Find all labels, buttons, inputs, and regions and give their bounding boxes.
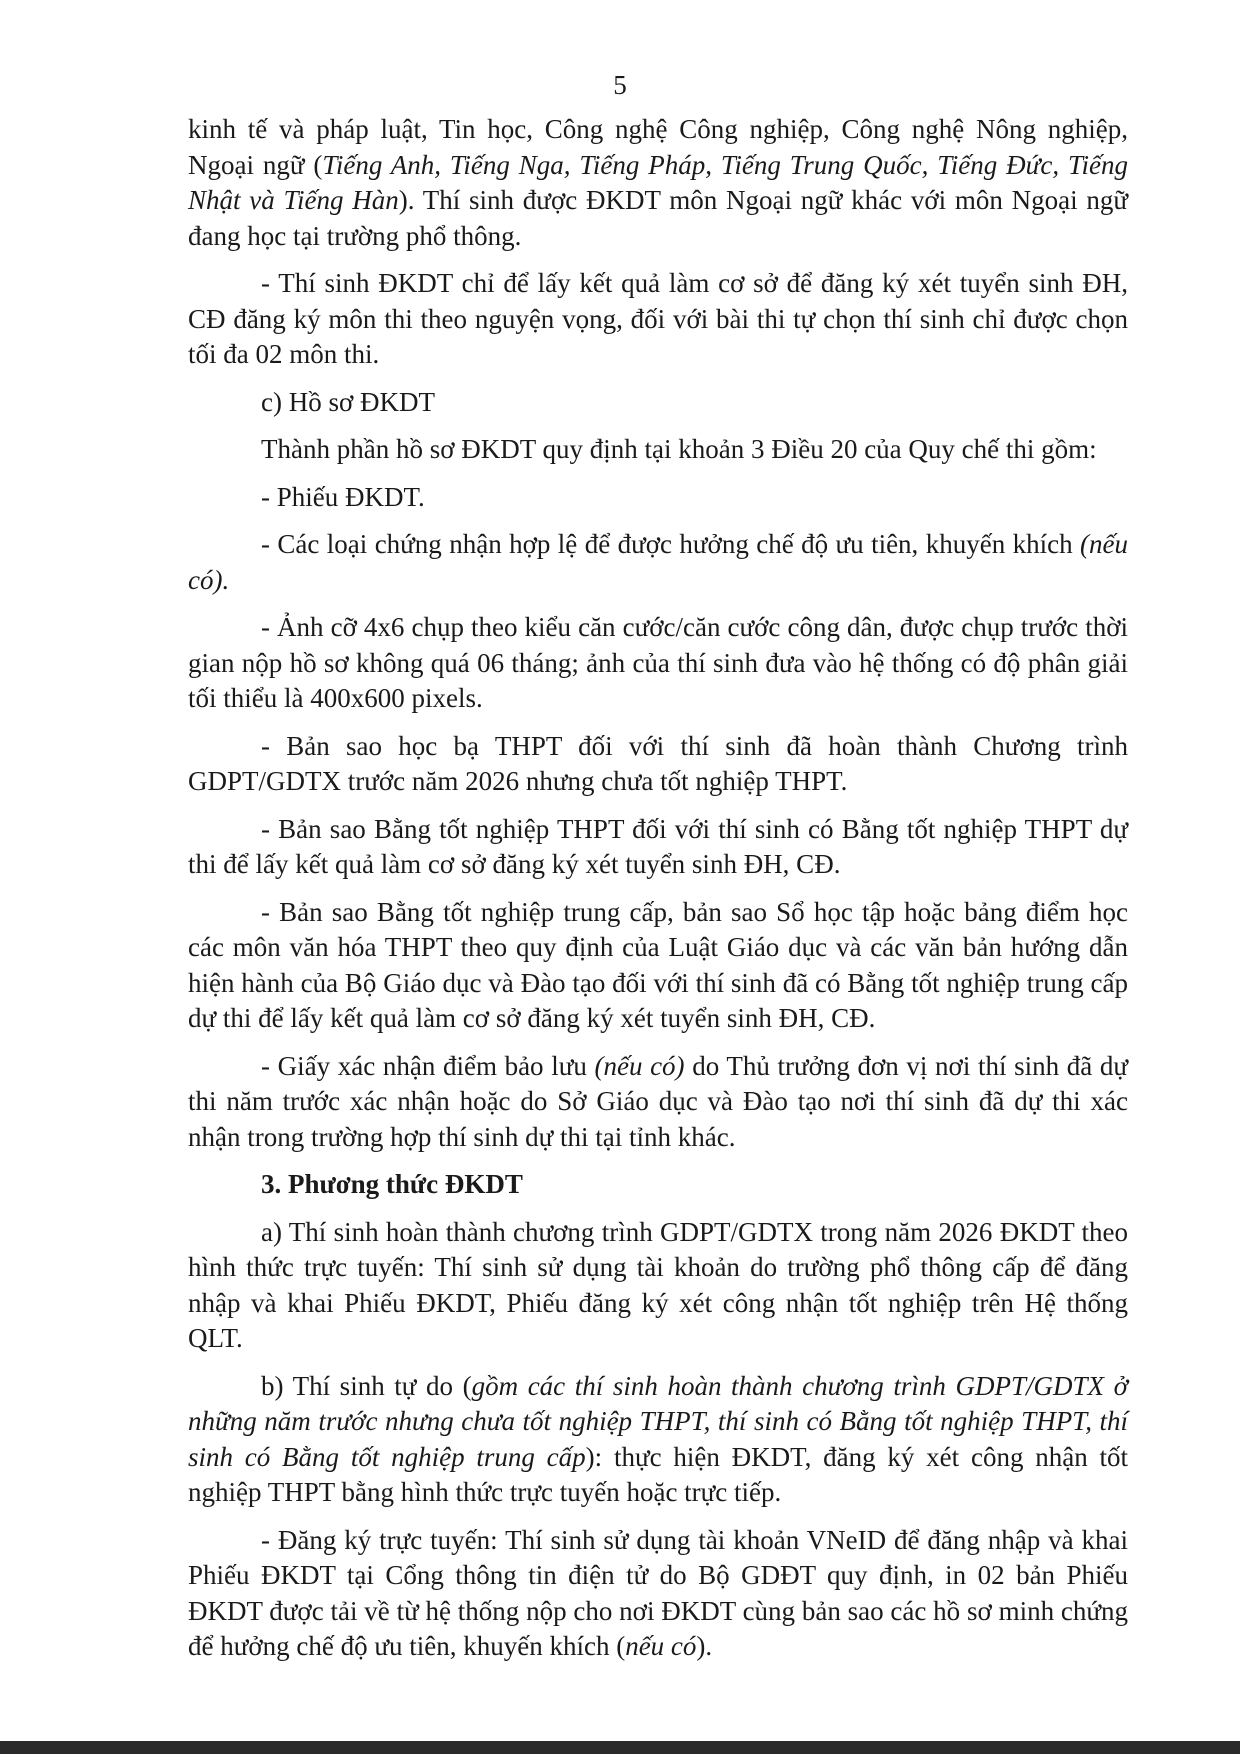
section-heading-3: 3. Phương thức ĐKDT bbox=[261, 1169, 523, 1199]
list-item-certificates: - Các loại chứng nhận hợp lệ để được hưởng chế độ ưu tiên, khuyến khích (nếu có). bbox=[188, 529, 1128, 595]
list-item-thpt-diploma: - Bản sao Bằng tốt nghiệp THPT đối với thí sinh có Bằng tốt nghiệp THPT dự thi để lấy kết quả làm cơ sở đăng ký xét tuyển sinh ĐH, CĐ. bbox=[188, 813, 1128, 879]
paragraph-method-a: a) Thí sinh hoàn thành chương trình GDPT/GDTX trong năm 2026 ĐKDT theo hình thức trực tuyến: Thí sinh sử dụng tài khoản do trường phổ thông cấp để đăng nhập và khai Phiếu ĐKDT, Phiếu đăng ký xét công nhận tốt nghiệp trên Hệ thống QLT. bbox=[188, 1216, 1128, 1353]
paragraph-subject-limit: - Thí sinh ĐKDT chỉ để lấy kết quả làm cơ sở để đăng ký xét tuyển sinh ĐH, CĐ đăng ký môn thi theo nguyện vọng, đối với bài thi tự chọn thí sinh chỉ được chọn tối đa 02 môn thi. bbox=[188, 268, 1128, 369]
list-item-intermediate-diploma: - Bản sao Bằng tốt nghiệp trung cấp, bản sao Sổ học tập hoặc bảng điểm học các môn văn hóa THPT theo quy định của Luật Giáo dục và các văn bản hướng dẫn hiện hành của Bộ Giáo dục và Đào tạo đối với thí sinh đã có Bằng tốt nghiệp trung cấp dự thi để lấy kết quả làm cơ sở đăng ký xét tuyển sinh ĐH, CĐ. bbox=[188, 896, 1128, 1033]
list-item-score-reservation: - Giấy xác nhận điểm bảo lưu (nếu có) do Thủ trưởng đơn vị nơi thí sinh đã dự thi năm trước xác nhận hoặc do Sở Giáo dục và Đào tạo nơi thí sinh đã dự thi xác nhận trong trường hợp thí sinh dự thi tại tỉnh khác. bbox=[188, 1050, 1128, 1152]
paragraph-online-registration: - Đăng ký trực tuyến: Thí sinh sử dụng tài khoản VNeID để đăng nhập và khai Phiếu ĐKDT tại Cổng thông tin điện tử do Bộ GDĐT quy định, in 02 bản Phiếu ĐKDT được tải về từ hệ thống nộp cho nơi ĐKDT cùng bản sao các hồ sơ minh chứng để hưởng chế độ ưu tiên, khuyến khích (nếu có). bbox=[188, 1524, 1128, 1661]
list-item-registration-form: - Phiếu ĐKDT. bbox=[261, 481, 425, 512]
scan-edge-bar bbox=[0, 1741, 1240, 1754]
paragraph-dossier-intro: Thành phần hồ sơ ĐKDT quy định tại khoản 3 Điều 20 của Quy chế thi gồm: bbox=[261, 434, 1097, 464]
paragraph-method-b: b) Thí sinh tự do (gồm các thí sinh hoàn thành chương trình GDPT/GDTX ở những năm trước nhưng chưa tốt nghiệp THPT, thí sinh có Bằng tốt nghiệp THPT, thí sinh có Bằng tốt nghiệp trung cấp): thực hiện ĐKDT, đăng ký xét công nhận tốt nghiệp THPT bằng hình thức trực tuyến hoặc trực tiếp. bbox=[188, 1370, 1128, 1507]
document-body bbox=[188, 112, 1128, 1677]
paragraph-subjects: kinh tế và pháp luật, Tin học, Công nghệ Công nghiệp, Công nghệ Nông nghiệp, Ngoại ngữ (Tiếng Anh, Tiếng Nga, Tiếng Pháp, Tiếng Trung Quốc, Tiếng Đức, Tiếng Nhật và Tiếng Hàn). Thí sinh được ĐKDT môn Ngoại ngữ khác với môn Ngoại ngữ đang học tại trường phổ thông. bbox=[188, 114, 1128, 251]
list-item-transcript: - Bản sao học bạ THPT đối với thí sinh đã hoàn thành Chương trình GDPT/GDTX trước năm 2026 nhưng chưa tốt nghiệp THPT. bbox=[188, 730, 1128, 796]
page-number: 5 bbox=[613, 70, 627, 100]
section-heading-c: c) Hồ sơ ĐKDT bbox=[261, 386, 435, 417]
list-item-photo: - Ảnh cỡ 4x6 chụp theo kiểu căn cước/căn cước công dân, được chụp trước thời gian nộp hồ sơ không quá 06 tháng; ảnh của thí sinh đưa vào hệ thống có độ phân giải tối thiểu là 400x600 pixels. bbox=[188, 612, 1128, 713]
